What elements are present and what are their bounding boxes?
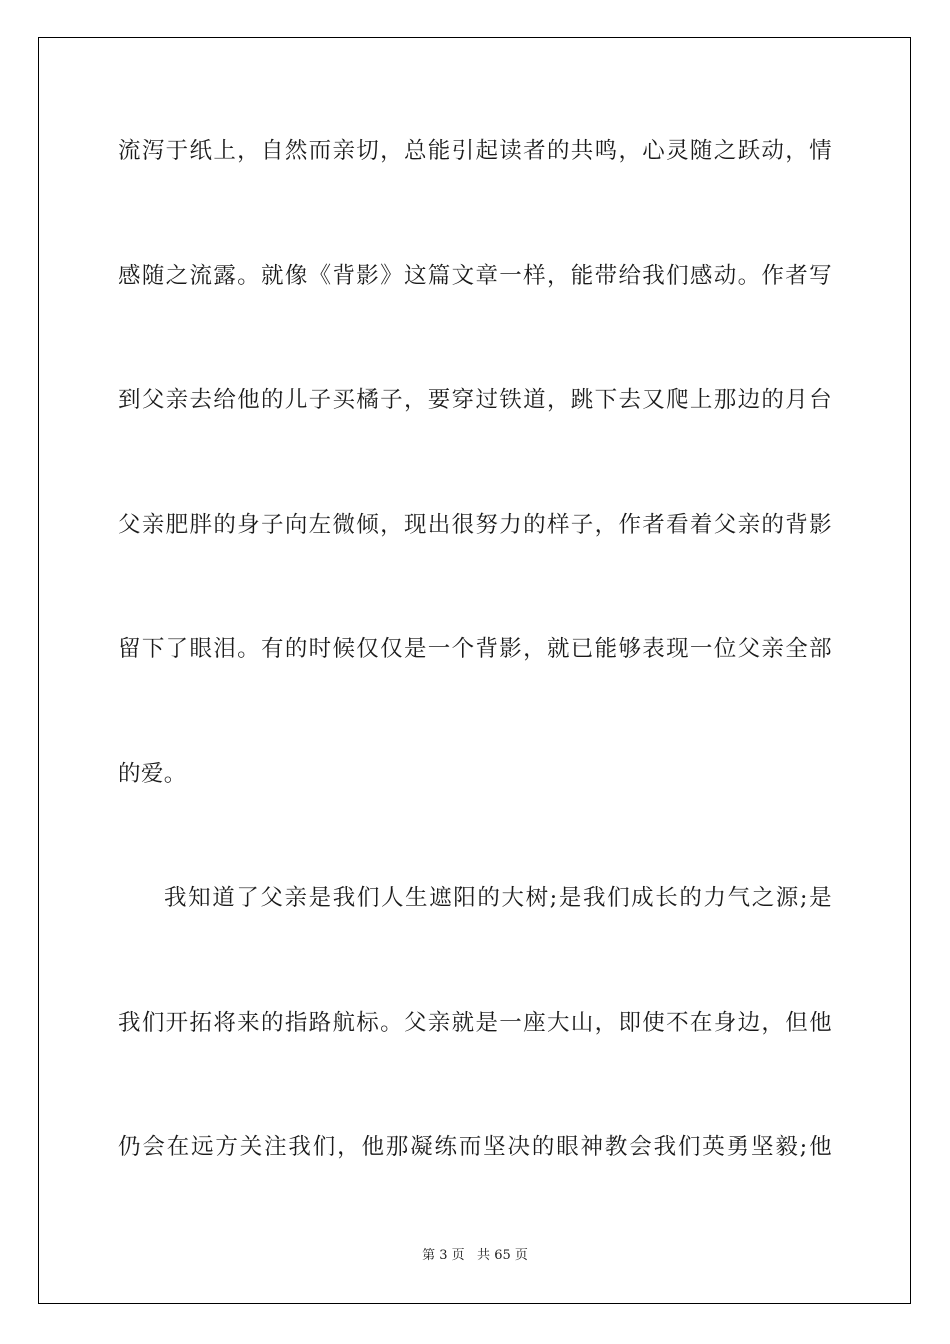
paragraph-line-1: 流泻于纸上，自然而亲切，总能引起读者的共鸣，心灵随之跃动，情 xyxy=(118,138,832,164)
paragraph-line-2: 感随之流露。就像《背影》这篇文章一样，能带给我们感动。作者写 xyxy=(118,263,832,289)
paragraph-line-5: 留下了眼泪。有的时候仅仅是一个背影，就已能够表现一位父亲全部 xyxy=(118,636,832,662)
page-number-footer: 第 3 页 共 65 页 xyxy=(422,1248,528,1263)
paragraph-line-4: 父亲肥胖的身子向左微倾，现出很努力的样子，作者看着父亲的背影 xyxy=(118,512,832,538)
paragraph-line-7: 我知道了父亲是我们人生遮阳的大树;是我们成长的力气之源;是 xyxy=(164,885,832,911)
paragraph-line-6: 的爱。 xyxy=(118,761,187,787)
paragraph-line-8: 我们开拓将来的指路航标。父亲就是一座大山，即使不在身边，但他 xyxy=(118,1010,832,1036)
page-border xyxy=(38,37,911,1304)
paragraph-line-3: 到父亲去给他的儿子买橘子，要穿过铁道，跳下去又爬上那边的月台 xyxy=(118,387,832,413)
paragraph-line-9: 仍会在远方关注我们，他那凝练而坚决的眼神教会我们英勇坚毅;他 xyxy=(118,1134,832,1160)
